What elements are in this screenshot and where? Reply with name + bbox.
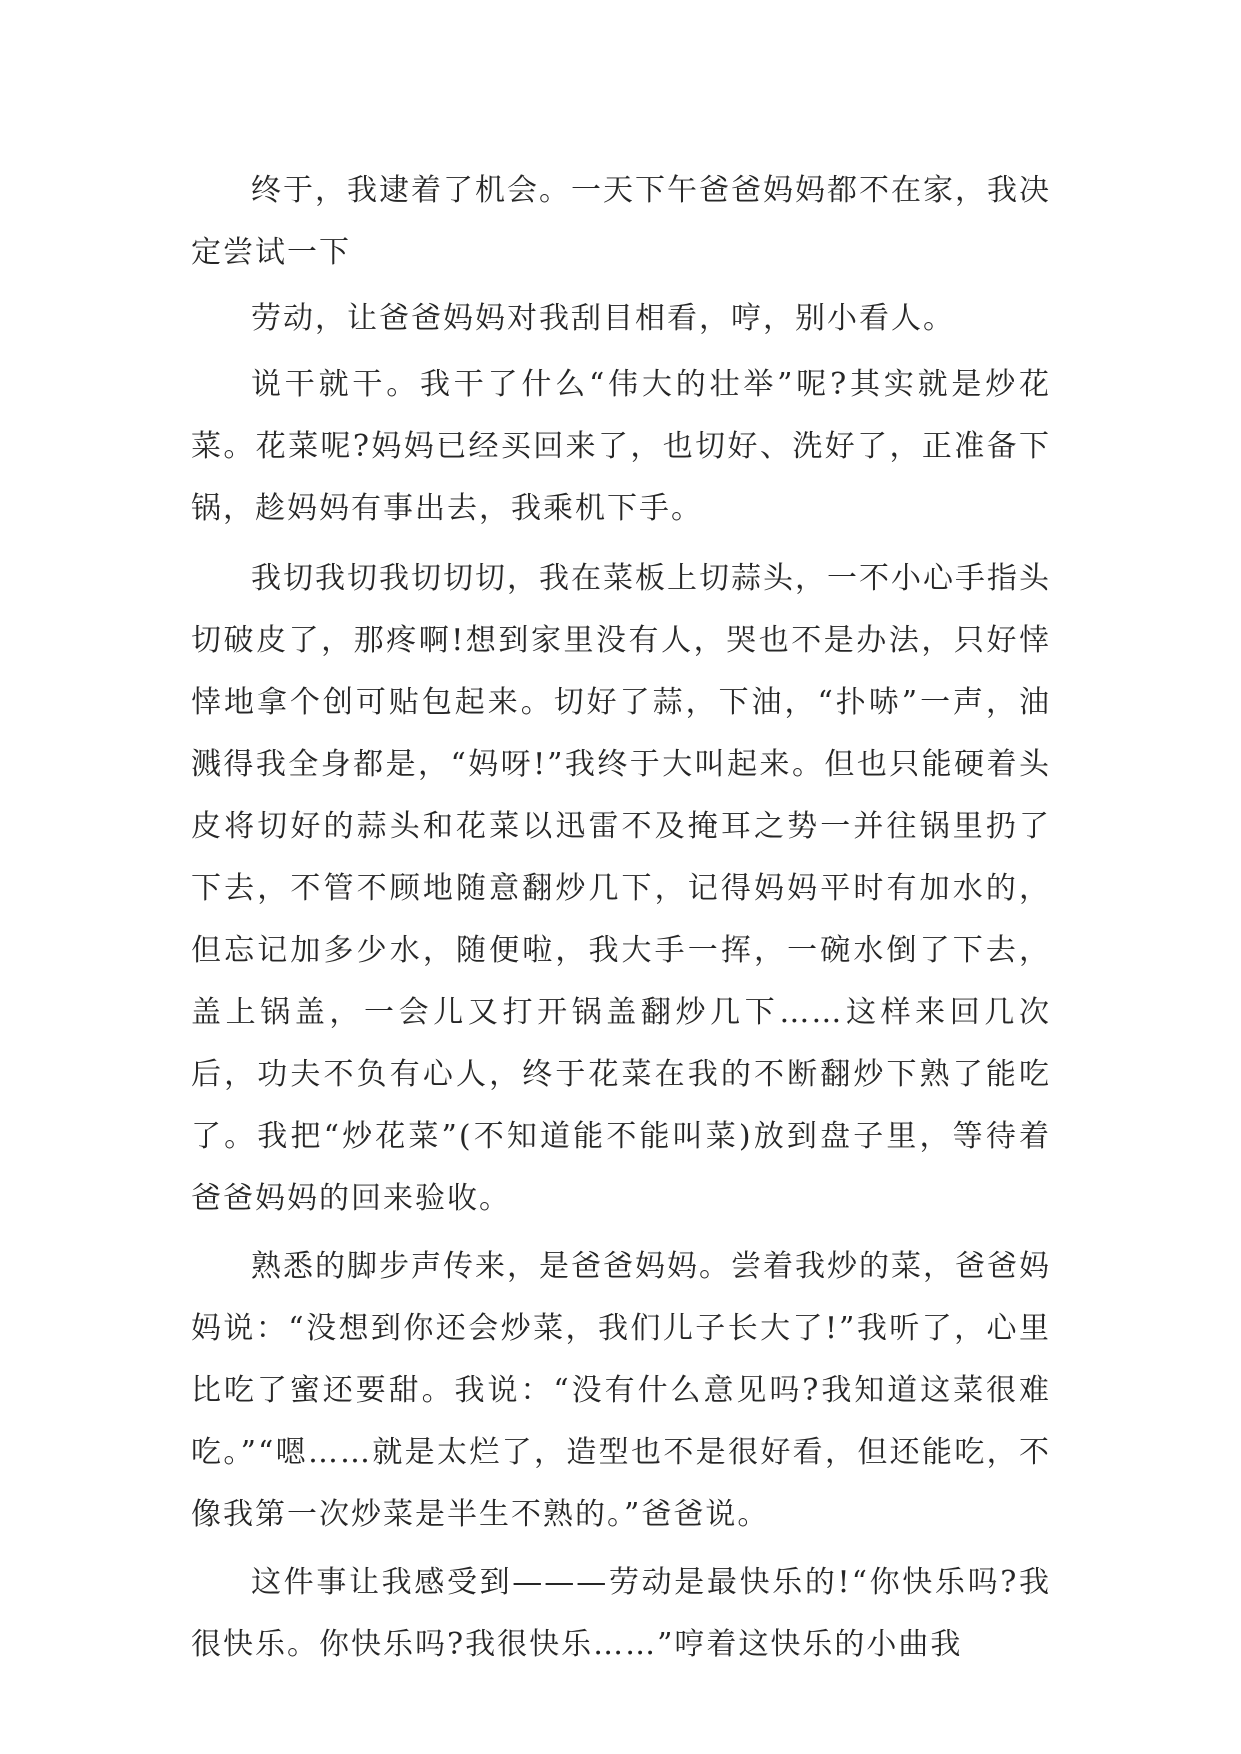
paragraph-4: 我切我切我切切切，我在菜板上切蒜头，一不小心手指头切破皮了，那疼啊!想到家里没有人，哭也不是办法，只好悻悻地拿个创可贴包起来。切好了蒜，下油，“扑哧”一声，油溅得我全身都是，“妈呀!”我终于大叫起来。但也只能硬着头皮将切好的蒜头和花菜以迅雷不及掩耳之势一并往锅里扔了下去，不管不顾地随意翻炒几下，记得妈妈平时有加水的，但忘记加多少水，随便啦，我大手一挥，一碗水倒了下去，盖上锅盖，一会儿又打开锅盖翻炒几下……这样来回几次后，功夫不负有心人，终于花菜在我的不断翻炒下熟了能吃了。我把“炒花菜”(不知道能不能叫菜)放到盘子里，等待着爸爸妈妈的回来验收。 <box>191 561 1051 1216</box>
document-body <box>191 160 1051 1682</box>
paragraph-2: 劳动，让爸爸妈妈对我刮目相看，哼，别小看人。 <box>251 301 955 336</box>
paragraph-5: 熟悉的脚步声传来，是爸爸妈妈。尝着我炒的菜，爸爸妈妈说：“没想到你还会炒菜，我们儿子长大了!”我听了，心里比吃了蜜还要甜。我说：“没有什么意见吗?我知道这菜很难吃。”“嗯……就是太烂了，造型也不是很好看，但还能吃，不像我第一次炒菜是半生不熟的。”爸爸说。 <box>191 1249 1051 1532</box>
paragraph-1: 终于，我逮着了机会。一天下午爸爸妈妈都不在家，我决定尝试一下 <box>191 173 1051 270</box>
paragraph-6: 这件事让我感受到———劳动是最快乐的!“你快乐吗?我很快乐。你快乐吗?我很快乐……”哼着这快乐的小曲我 <box>191 1565 1051 1662</box>
paragraph-3: 说干就干。我干了什么“伟大的壮举”呢?其实就是炒花菜。花菜呢?妈妈已经买回来了，也切好、洗好了，正准备下锅，趁妈妈有事出去，我乘机下手。 <box>191 367 1051 526</box>
